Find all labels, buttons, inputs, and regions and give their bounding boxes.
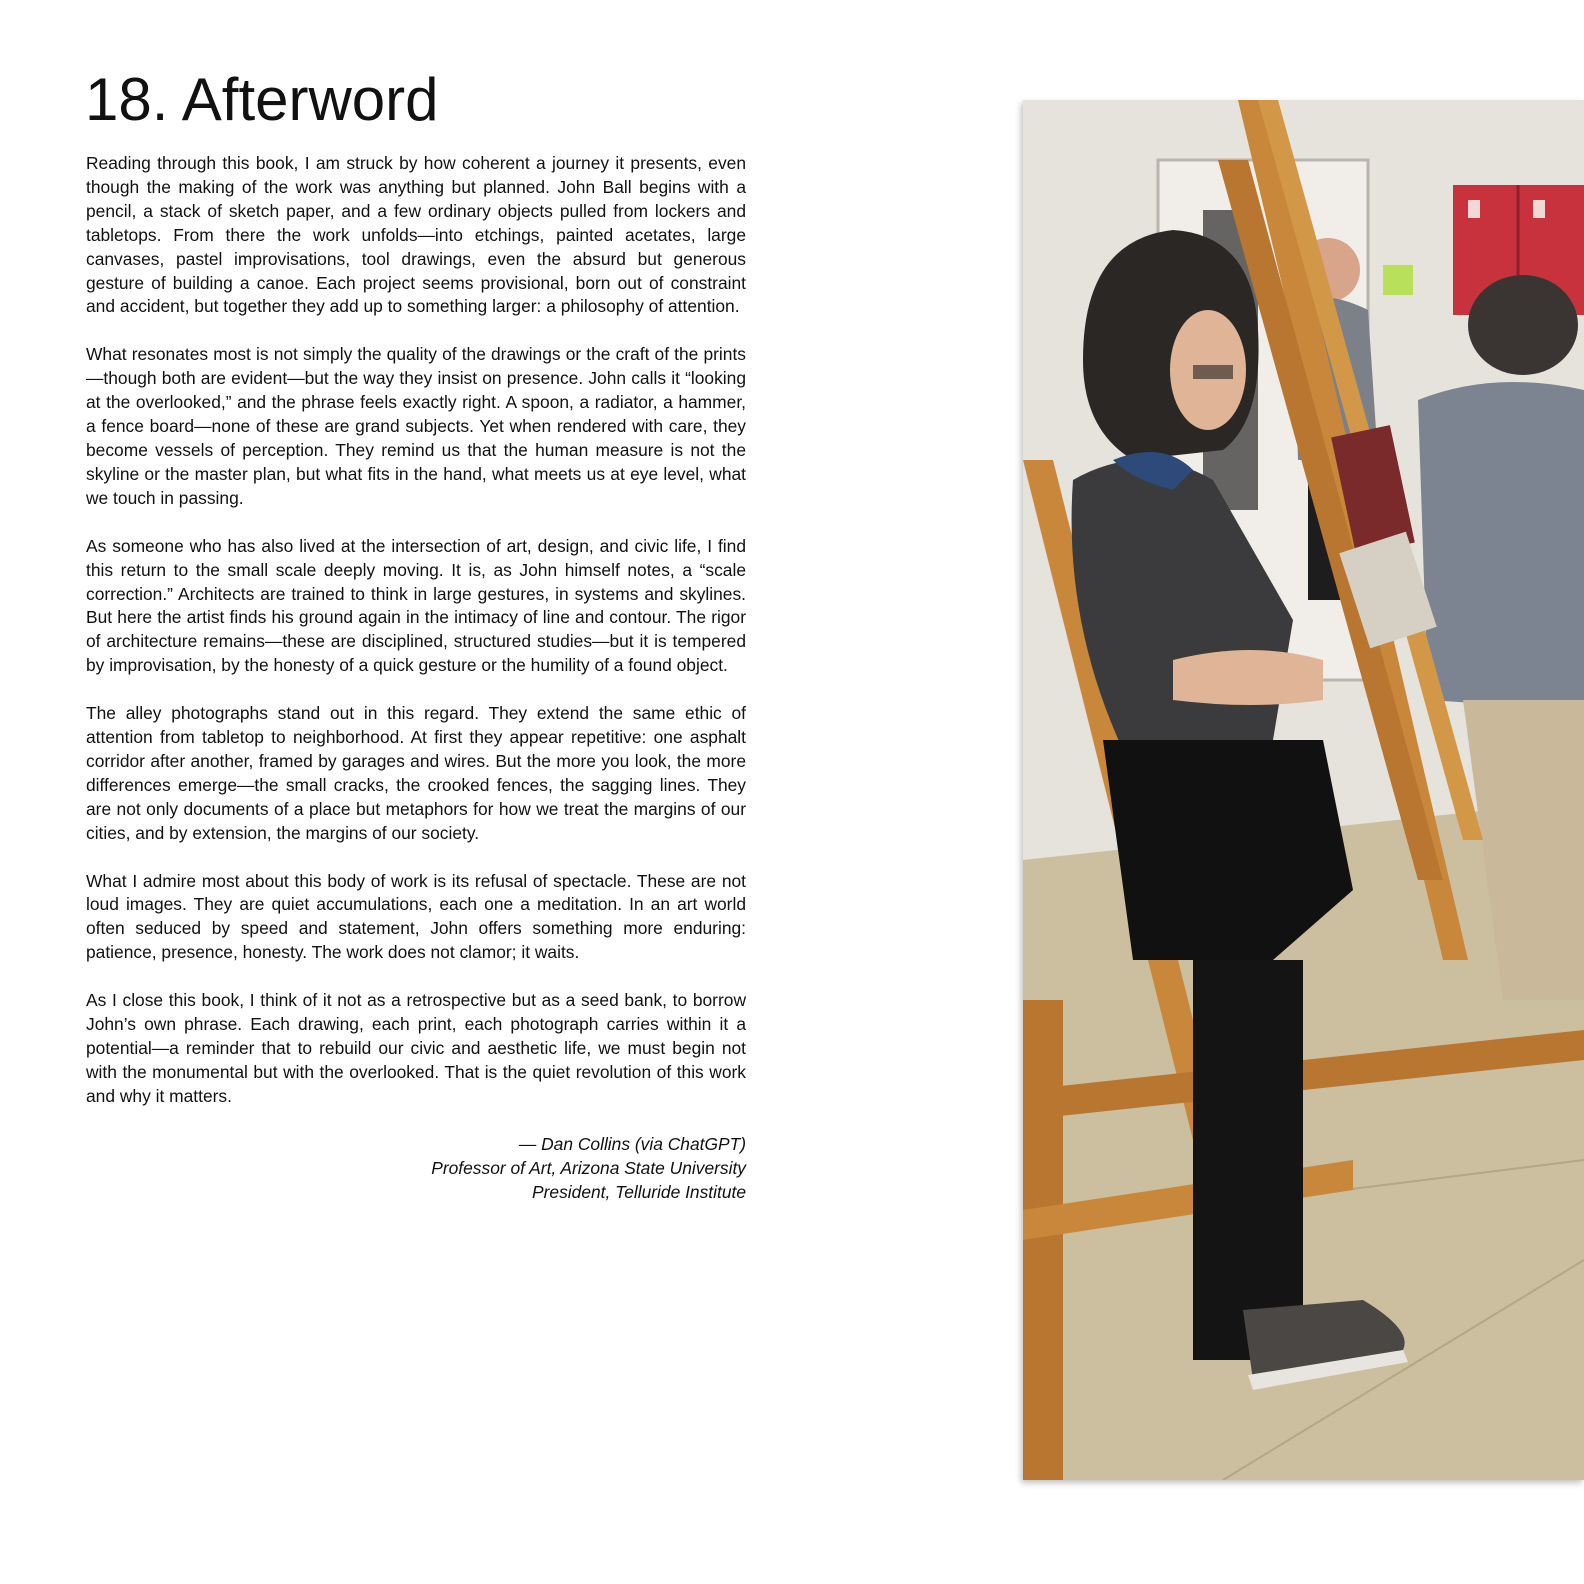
paragraph-2: What resonates most is not simply the quality of the drawings or the craft of the prints—though both are evident—but the way they insist on presence. John calls it “looking at the overlooked,” and the phrase feels exactly right. A spoon, a radiator, a hammer, a fence board—none of these are grand subjects. Yet when rendered with care, they become vessels of perception. They remind us that the human measure is not the skyline or the master plan, but what fits in the hand, what meets us at eye level, what we touch in passing. (86, 344, 746, 508)
paragraph-6: As I close this book, I think of it not as a retrospective but as a seed bank, to borrow John’s own phrase. Each drawing, each print, each photograph carries within it a potential—a reminder that to rebuild our civic and aesthetic life, we must begin not with the monumental but with the overlooked. That is the quiet revolution of this work and why it matters. (86, 990, 746, 1106)
paragraph-4: The alley photographs stand out in this regard. They extend the same ethic of attention from tabletop to neighborhood. At first they appear repetitive: one asphalt corridor after another, framed by garages and wires. But the more you look, the more differences emerge—the small cracks, the crooked fences, the sagging lines. They are not only documents of a place but metaphors for how we treat the margins of our cities, and by extension, the margins of our society. (86, 703, 746, 843)
signature-affiliation: President, Telluride Institute (532, 1181, 746, 1202)
studio-photo (1023, 100, 1584, 1480)
paragraph-3: As someone who has also lived at the intersection of art, design, and civic life, I find this return to the small scale deeply moving. It is, as John himself notes, a “scale correction.” Architects are trained to think in large gestures, in systems and skylines. But here the artist finds his ground again in the intimacy of line and contour. The rigor of architecture remains—these are disciplined, structured studies—but it is tempered by improvisation, by the honesty of a quick gesture or the humility of a found object. (86, 535, 746, 676)
signature-block (86, 1133, 746, 1205)
paragraph-1: Reading through this book, I am struck by how coherent a journey it presents, even though the making of the work was anything but planned. John Ball begins with a pencil, a stack of sketch paper, and a few ordinary objects pulled from lockers and tabletops. From there the work unfolds—into etchings, painted acetates, large canvases, pastel improvisations, tool drawings, even the absurd but generous gesture of building a canoe. Each project seems provisional, born out of constraint and accident, but together they add up to something larger: a philosophy of attention. (86, 153, 746, 317)
signature-author: — Dan Collins (via ChatGPT) (518, 1133, 746, 1154)
page-title: 18. Afterword (85, 66, 439, 133)
afterword-body (86, 152, 746, 1204)
signature-title: Professor of Art, Arizona State University (431, 1157, 746, 1178)
paragraph-5: What I admire most about this body of work is its refusal of spectacle. These are not loud images. They are quiet accumulations, each one a meditation. In an art world often seduced by speed and statement, John offers something more enduring: patience, presence, honesty. The work does not clamor; it waits. (86, 870, 746, 963)
studio-photo-illustration (1023, 100, 1584, 1480)
